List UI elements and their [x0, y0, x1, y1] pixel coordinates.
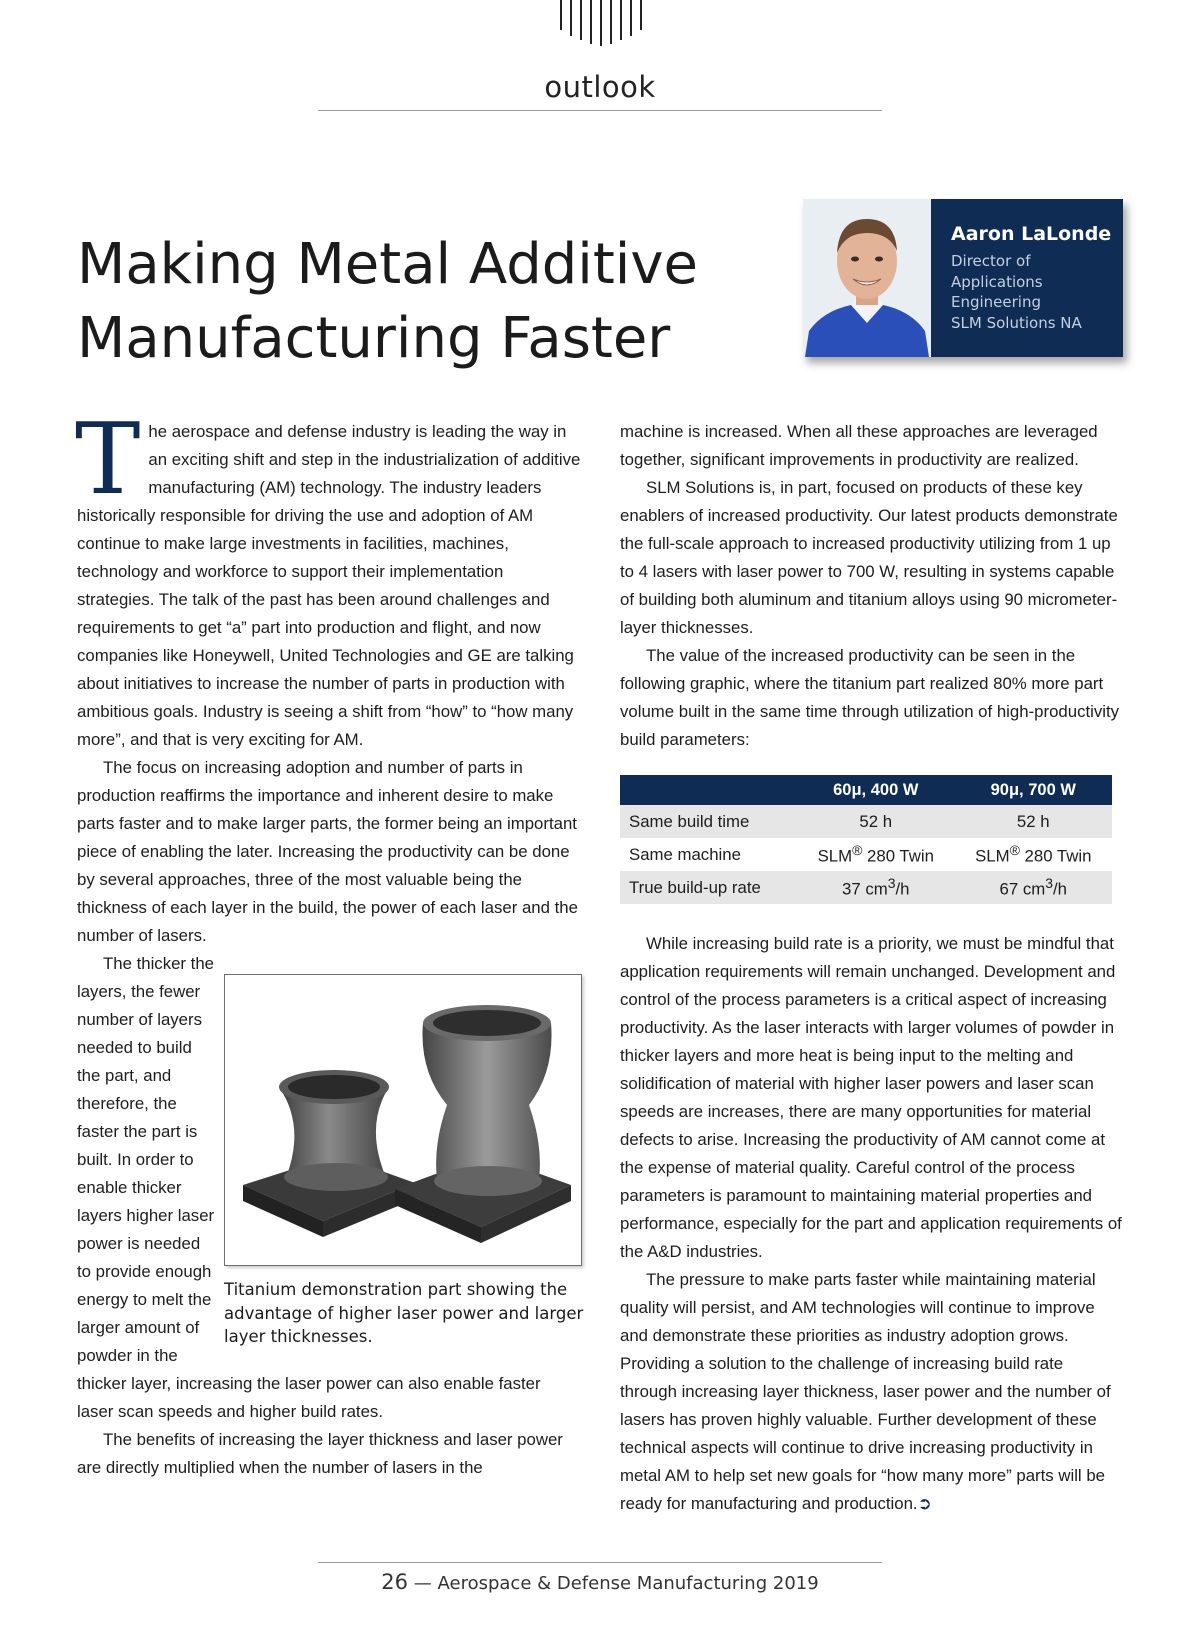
cubic-exponent: 3	[1045, 875, 1053, 892]
table-row	[620, 838, 1112, 871]
article-title-line-2: Manufacturing Faster	[77, 306, 671, 371]
table-cell-text: 280 Twin	[862, 846, 934, 866]
author-photo	[803, 199, 931, 357]
table-cell-text: /h	[1052, 879, 1067, 899]
registered-mark: ®	[852, 842, 863, 859]
table-cell	[797, 871, 955, 904]
paragraph-left-3: The thicker the layers, the fewer number of layers needed to build the part, and therefore, the faster the part is built. In order to enable thicker layers higher laser power is needed to provide enough energy to melt the larger amount of powder in the thicker layer, increasing the laser power can also enable faster laser scan speeds and higher build rates.	[77, 954, 541, 1421]
table-row-label: Same machine	[620, 838, 797, 871]
table-cell-text: SLM	[817, 846, 853, 866]
paragraph-right-5-text: The pressure to make parts faster while maintaining material quality will persist, and AM technologies will continue to improve and demonstrate these priorities as industry adoption grows. Providing a solution to the challenge of increasing build rate through increasing layer thickness, laser power and the number of lasers has proven highly valuable. Further development of these technical aspects will continue to drive increasing productivity in metal AM to help set new goals for “how many more” parts will be ready for manufacturing and production.	[620, 1270, 1111, 1513]
page-footer	[0, 1570, 1200, 1594]
paragraph-right-2: SLM Solutions is, in part, focused on products of these key enablers of increased productivity. Our latest products demonstrate the full-scale approach to increased productivity utilizing from 1 up to 4 lasers with laser power to 700 W, resulting in systems capable of building both aluminum and titanium alloys using 90 micrometer-layer thicknesses.	[620, 478, 1118, 637]
article-title-line-1: Making Metal Additive	[77, 232, 698, 297]
footer-rule	[318, 1562, 882, 1563]
paragraph-right-1: machine is increased. When all these approaches are leveraged together, significant improvements in productivity are realized.	[620, 422, 1098, 469]
table-cell-text: 67 cm	[999, 879, 1046, 899]
table-header-row	[620, 775, 1112, 805]
table-row-label: True build-up rate	[620, 871, 797, 904]
table-cell	[797, 838, 955, 871]
build-comparison-table	[620, 775, 1112, 904]
table-row-label: Same build time	[620, 805, 797, 838]
author-role-line: SLM Solutions NA	[951, 313, 1082, 332]
registered-mark: ®	[1009, 842, 1020, 859]
author-name: Aaron LaLonde	[951, 223, 1112, 245]
footer-dash: —	[413, 1573, 432, 1594]
author-role-line: Applications	[951, 272, 1043, 291]
table-cell-text: 37 cm	[842, 879, 888, 899]
paragraph-right-5	[620, 1266, 1124, 1518]
table-cell: 52 h	[797, 805, 955, 838]
header-ornament-lines	[556, 0, 646, 46]
paragraph-right-4: While increasing build rate is a priority, we must be mindful that application requirements will remain unchanged. Development and control of the process parameters is a critical aspect of increasing productivity. As the laser interacts with larger volumes of powder in thicker layers and more heat is being input to the melting and solidification of material with higher laser powers and laser scan speeds are increases, there are many opportunities for material defects to arise. Increasing the productivity of AM cannot come at the expense of material quality. Careful control of the process parameters is paramount to maintaining material properties and performance, especially for the part and application requirements of the A&D industries.	[620, 934, 1122, 1261]
page-number: 26	[381, 1570, 409, 1594]
drop-cap: T	[75, 403, 141, 517]
table-header-90u: 90μ, 700 W	[955, 775, 1113, 805]
table-cell: 52 h	[955, 805, 1113, 838]
table-cell	[955, 838, 1113, 871]
paragraph-left-1-text: he aerospace and defense industry is leading the way in an exciting shift and step in the industrialization of additive manufacturing (AM) technology. The industry leaders historically responsible for driving the use and adoption of AM continue to make large investments in facilities, machines, technology and workforce to support their implementation strategies. The talk of the past has been around challenges and requirements to get “a” part into production and flight, and now companies like Honeywell, United Technologies and GE are talking about initiatives to increase the number of parts in production with ambitious goals. Industry is seeing a shift from “how” to “how many more”, and that is very exciting for AM.	[77, 422, 581, 749]
table-cell	[955, 871, 1113, 904]
table-cell-text: /h	[895, 879, 910, 899]
article-title	[77, 228, 717, 376]
paragraph-left-2: The focus on increasing adoption and number of parts in production reaffirms the importance and inherent desire to make parts faster and to make larger parts, the former being an important piece of enabling the later. Increasing the productivity can be done by several approaches, three of the most valuable being the thickness of each layer in the build, the power of each laser and the number of lasers.	[77, 758, 578, 945]
body-column-right	[620, 418, 1124, 1518]
section-label: outlook	[544, 70, 656, 104]
table-row	[620, 871, 1112, 904]
author-card	[803, 199, 1123, 357]
end-mark-icon: ➲	[917, 1494, 932, 1513]
table-header-60u: 60μ, 400 W	[797, 775, 955, 805]
figure-caption: Titanium demonstration part showing the advantage of higher laser power and larger layer thicknesses.	[224, 1280, 584, 1346]
titanium-parts-image-icon	[225, 975, 581, 1265]
paragraph-left-4: The benefits of increasing the layer thickness and laser power are directly multiplied when the number of lasers in the	[77, 1430, 563, 1477]
cubic-exponent: 3	[887, 875, 896, 892]
table-header-empty	[620, 775, 797, 805]
author-info	[951, 221, 1121, 333]
paragraph-left-1	[75, 403, 581, 754]
publication-name: Aerospace & Defense Manufacturing 2019	[437, 1573, 819, 1594]
author-role	[951, 251, 1121, 333]
table-cell-text: SLM	[975, 846, 1010, 866]
header-rule	[318, 110, 882, 111]
table-row	[620, 805, 1112, 838]
author-role-line: Engineering	[951, 293, 1041, 311]
author-portrait-icon	[803, 199, 931, 357]
figure-titanium-parts	[224, 974, 582, 1266]
table-cell-text: 280 Twin	[1019, 846, 1092, 866]
paragraph-right-3: The value of the increased productivity can be seen in the following graphic, where the titanium part realized 80% more part volume built in the same time through utilization of high-productivity build parameters:	[620, 646, 1120, 749]
author-role-line: Director of	[951, 252, 1031, 270]
